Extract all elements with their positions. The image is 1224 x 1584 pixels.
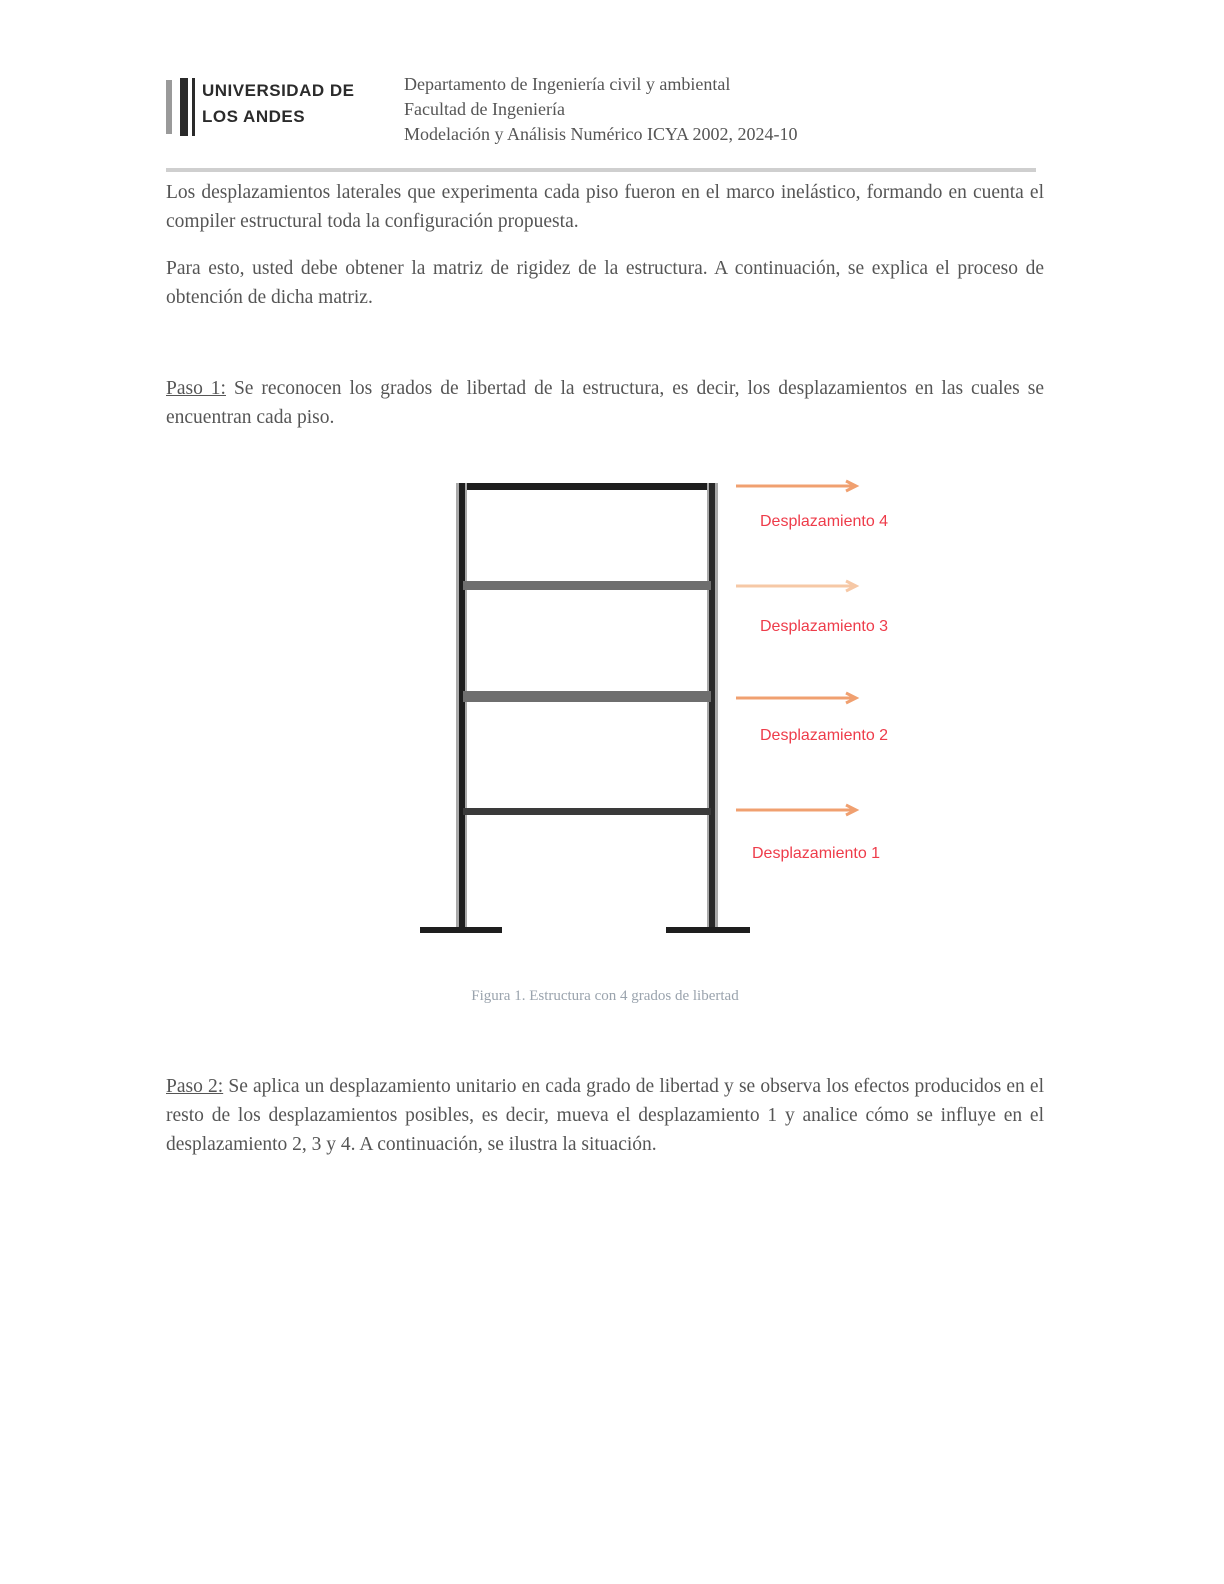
displacement-arrow [736, 693, 856, 703]
header-faculty: Facultad de Ingeniería [404, 99, 565, 119]
figure-caption: Figura 1. Estructura con 4 grados de libertad [471, 988, 739, 1004]
displacement-arrow [736, 481, 856, 491]
displacement-arrow [736, 581, 856, 591]
step-2-label: Paso 2: [166, 1076, 224, 1097]
frame-figure [400, 460, 960, 960]
displacement-4-label: Desplazamiento 4 [760, 513, 889, 530]
displacement-2-label: Desplazamiento 2 [760, 727, 889, 744]
intro-paragraph: Para esto, usted debe obtener la matriz de rigidez de la estructura. A continuación, se explica el proceso de obtención de dicha matriz. [166, 258, 1044, 308]
logo-mark-bar [192, 78, 195, 136]
step-1-label: Paso 1: [166, 378, 226, 399]
intro-paragraph: Los desplazamientos laterales que experimenta cada piso fueron en el marco inelástico, formando en cuenta el compiler estructural toda la configuración propuesta. [166, 182, 1044, 232]
header-divider [166, 168, 1036, 172]
logo-mark-bar [166, 80, 172, 134]
header-department: Departamento de Ingeniería civil y ambiental [404, 74, 731, 94]
logo-mark-bar [180, 78, 188, 136]
displacement-arrow [736, 805, 856, 815]
logo-name: UNIVERSIDAD DE LOS ANDES [202, 81, 355, 126]
right-column-core [709, 483, 715, 933]
step-1-paragraph [166, 374, 1044, 432]
university-logo [166, 74, 376, 140]
left-support [420, 927, 502, 933]
roof-beam [458, 483, 716, 490]
left-column-core [459, 483, 465, 933]
displacement-1-label: Desplazamiento 1 [752, 845, 881, 862]
step-1-text: Se reconocen los grados de libertad de la estructura, es decir, los desplazamientos en las cuales se encuentran cada piso. [166, 378, 1044, 428]
right-support [666, 927, 750, 933]
step-2-text: Se aplica un desplazamiento unitario en cada grado de libertad y se observa los efectos producidos en el resto de los desplazamientos posibles, es decir, mueva el desplazamiento 1 y analice cómo se influye en el desplazamiento 2, 3 y 4. A continuación, se ilustra la situación. [166, 1076, 1044, 1155]
step-2-paragraph [166, 1072, 1044, 1159]
floor-beam-2 [463, 691, 711, 702]
header-course: Modelación y Análisis Numérico ICYA 2002, 2024-10 [404, 124, 798, 144]
displacement-3-label: Desplazamiento 3 [760, 618, 889, 635]
floor-beam-1 [463, 808, 711, 815]
floor-beam-3 [463, 581, 711, 590]
document-header [404, 72, 797, 147]
